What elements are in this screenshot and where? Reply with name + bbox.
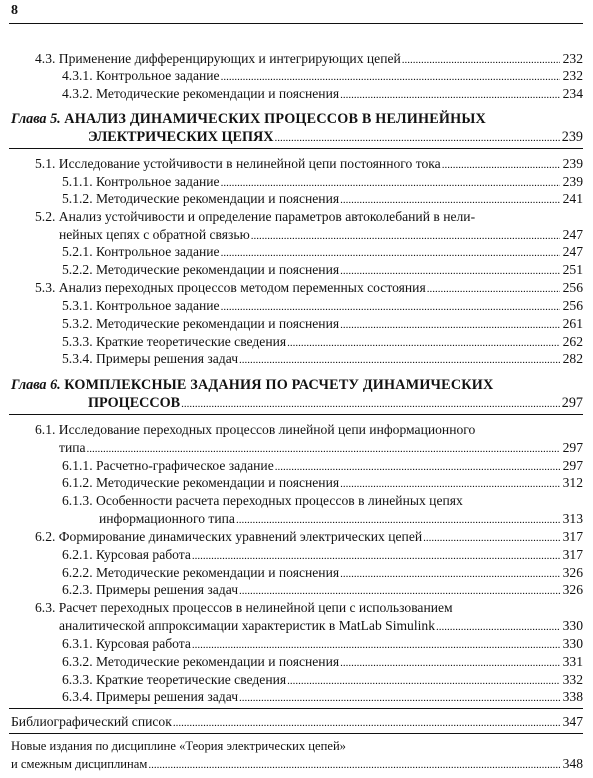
toc-entry-6-1-line1[interactable] <box>35 421 475 438</box>
section-number: 5.3. <box>35 280 56 295</box>
toc-entry-6-3-2[interactable] <box>62 653 583 670</box>
section-title-line2: и смежным дисциплинам <box>11 757 148 771</box>
section-number: 5.3.2. <box>62 316 93 331</box>
section-title-line1: Новые издания по дисциплине «Теория электрических цепей» <box>11 739 346 753</box>
chapter-label: Глава 6. <box>11 377 61 393</box>
page-ref: 317 <box>562 547 583 562</box>
chapter-title-line1: АНАЛИЗ ДИНАМИЧЕСКИХ ПРОЦЕССОВ В НЕЛИНЕЙНЫХ <box>64 111 486 127</box>
dot-leader <box>340 476 560 493</box>
chapter-6-heading[interactable] <box>11 376 493 394</box>
dot-leader <box>221 299 560 316</box>
toc-entry-6-2-3[interactable] <box>62 581 583 598</box>
section-number: 6.3.4. <box>62 689 93 704</box>
dot-leader <box>340 87 560 104</box>
toc-entry-6-1-3-line1[interactable] <box>62 492 463 509</box>
toc-entry-6-2-1[interactable] <box>62 546 583 563</box>
page-ref: 247 <box>562 227 583 242</box>
toc-entry-5-3-1[interactable] <box>62 297 583 314</box>
dot-leader <box>239 583 560 600</box>
toc-entry-6-1-line2[interactable] <box>59 439 583 456</box>
dot-leader <box>239 352 560 369</box>
dot-leader <box>239 690 560 707</box>
page-ref: 239 <box>561 129 583 145</box>
header-rule <box>9 23 583 24</box>
page-ref: 313 <box>562 511 583 526</box>
toc-entry-4-3-1[interactable] <box>62 67 583 84</box>
section-number: 6.2. <box>35 529 56 544</box>
section-number: 5.3.3. <box>62 334 93 349</box>
section-title-line1: Исследование переходных процессов линейной цепи информационного <box>58 422 476 437</box>
section-number: 4.3.1. <box>62 68 93 83</box>
dot-leader <box>423 530 560 547</box>
page-ref: 297 <box>561 395 583 411</box>
section-title: Курсовая работа <box>96 636 191 651</box>
dot-leader <box>236 512 560 529</box>
toc-entry-5-3[interactable] <box>35 279 583 296</box>
page-ref: 241 <box>562 191 583 206</box>
section-title-line2: аналитической аппроксимации характеристик в MatLab Simulink <box>59 618 436 633</box>
page-ref: 247 <box>562 244 583 259</box>
page-ref: 251 <box>562 262 583 277</box>
toc-entry-5-2-2[interactable] <box>62 261 583 278</box>
page-ref: 232 <box>562 51 583 66</box>
page-ref: 348 <box>562 756 583 771</box>
page-ref: 234 <box>562 86 583 101</box>
dot-leader <box>340 317 560 334</box>
toc-entry-6-1-2[interactable] <box>62 474 583 491</box>
section-title-line1: Расчет переходных процессов в нелинейной цепи с использованием <box>58 600 453 615</box>
section-title: Применение дифференцирующих и интегрирующих цепей <box>58 51 401 66</box>
section-title: Краткие теоретические сведения <box>96 334 287 349</box>
section-divider <box>9 733 583 734</box>
toc-entry-bibliography[interactable] <box>11 713 583 730</box>
toc-entry-6-3-1[interactable] <box>62 635 583 652</box>
section-title: Библиографический список <box>11 714 172 729</box>
dot-leader <box>340 655 560 672</box>
page-ref: 232 <box>562 68 583 83</box>
section-title: Контрольное задание <box>96 174 220 189</box>
dot-leader <box>221 245 560 262</box>
page-ref: 239 <box>562 174 583 189</box>
toc-entry-5-2-line1[interactable] <box>35 208 475 225</box>
toc-entry-5-1-1[interactable] <box>62 173 583 190</box>
section-number: 4.3. <box>35 51 56 66</box>
section-title: Методические рекомендации и пояснения <box>96 565 340 580</box>
toc-entry-6-2-2[interactable] <box>62 564 583 581</box>
section-title: Методические рекомендации и пояснения <box>96 475 340 490</box>
dot-leader <box>87 441 560 458</box>
toc-entry-new-editions-line1[interactable] <box>11 738 346 755</box>
section-number: 5.1.2. <box>62 191 93 206</box>
toc-entry-4-3-2[interactable] <box>62 85 583 102</box>
section-number: 6.3. <box>35 600 56 615</box>
toc-entry-5-1[interactable] <box>35 155 583 172</box>
toc-entry-6-1-1[interactable] <box>62 457 583 474</box>
page-ref: 330 <box>562 636 583 651</box>
section-title: Анализ переходных процессов методом переменных состояния <box>58 280 426 295</box>
toc-entry-5-3-4[interactable] <box>62 350 583 367</box>
section-title: Формирование динамических уравнений электрических цепей <box>58 529 423 544</box>
section-title: Методические рекомендации и пояснения <box>96 86 340 101</box>
dot-leader <box>274 130 560 147</box>
page-ref: 338 <box>562 689 583 704</box>
chapter-6-title-line2[interactable] <box>88 395 583 412</box>
toc-entry-6-3-line2[interactable] <box>59 617 583 634</box>
chapter-5-title-line2[interactable] <box>88 129 583 146</box>
page-ref: 331 <box>562 654 583 669</box>
page-ref: 256 <box>562 298 583 313</box>
section-number: 6.2.1. <box>62 547 93 562</box>
section-number: 6.2.2. <box>62 565 93 580</box>
page-ref: 256 <box>562 280 583 295</box>
section-title: Методические рекомендации и пояснения <box>96 262 340 277</box>
section-number: 5.1. <box>35 156 56 171</box>
page-ref: 347 <box>562 714 583 729</box>
section-title-line2: нейных цепях с обратной связью <box>59 227 250 242</box>
chapter-title-line2: ЭЛЕКТРИЧЕСКИХ ЦЕПЯХ <box>88 129 274 145</box>
page-ref: 297 <box>562 440 583 455</box>
dot-leader <box>192 637 560 654</box>
section-number: 6.2.3. <box>62 582 93 597</box>
section-title: Методические рекомендации и пояснения <box>96 654 340 669</box>
page-ref: 317 <box>562 529 583 544</box>
section-title: Примеры решения задач <box>96 689 239 704</box>
section-title: Краткие теоретические сведения <box>96 672 287 687</box>
section-number: 6.3.3. <box>62 672 93 687</box>
toc-entry-6-3-4[interactable] <box>62 688 583 705</box>
toc-entry-5-3-3[interactable] <box>62 333 583 350</box>
section-number: 5.2.1. <box>62 244 93 259</box>
toc-entry-6-3-line1[interactable] <box>35 599 453 616</box>
section-number: 6.1.2. <box>62 475 93 490</box>
page-number: 8 <box>11 3 18 18</box>
section-title: Контрольное задание <box>96 68 220 83</box>
dot-leader <box>340 263 560 280</box>
section-number: 5.3.4. <box>62 351 93 366</box>
section-title-line2: информационного типа <box>99 511 235 526</box>
toc-entry-5-1-2[interactable] <box>62 190 583 207</box>
page-ref: 297 <box>562 458 583 473</box>
chapter-label: Глава 5. <box>11 111 61 127</box>
chapter-5-heading[interactable] <box>11 110 486 128</box>
section-number: 5.3.1. <box>62 298 93 313</box>
page-ref: 282 <box>562 351 583 366</box>
section-divider <box>9 708 583 709</box>
section-number: 5.2. <box>35 209 56 224</box>
toc-entry-5-3-2[interactable] <box>62 315 583 332</box>
dot-leader <box>221 69 560 86</box>
dot-leader <box>340 192 560 209</box>
dot-leader <box>436 619 560 636</box>
toc-entry-5-2-line2[interactable] <box>59 226 583 243</box>
section-title: Расчетно-графическое задание <box>96 458 274 473</box>
section-title: Примеры решения задач <box>96 582 239 597</box>
toc-entry-5-2-1[interactable] <box>62 243 583 260</box>
toc-entry-6-1-3-line2[interactable] <box>99 510 583 527</box>
page-ref: 239 <box>562 156 583 171</box>
chapter-title-line1: КОМПЛЕКСНЫЕ ЗАДАНИЯ ПО РАСЧЕТУ ДИНАМИЧЕСКИХ <box>64 377 494 393</box>
section-title: Методические рекомендации и пояснения <box>96 191 340 206</box>
section-number: 4.3.2. <box>62 86 93 101</box>
section-title: Примеры решения задач <box>96 351 239 366</box>
dot-leader <box>442 157 560 174</box>
page-ref: 332 <box>562 672 583 687</box>
section-number: 6.3.1. <box>62 636 93 651</box>
page-ref: 261 <box>562 316 583 331</box>
toc-entry-6-3-3[interactable] <box>62 671 583 688</box>
dot-leader <box>427 281 560 298</box>
chapter-title-line2: ПРОЦЕССОВ <box>88 395 181 411</box>
section-title: Курсовая работа <box>96 547 191 562</box>
section-title: Контрольное задание <box>96 244 220 259</box>
section-number: 6.1. <box>35 422 56 437</box>
section-title: Контрольное задание <box>96 298 220 313</box>
section-number: 6.1.3. <box>62 493 93 508</box>
chapter-divider <box>9 414 583 415</box>
section-title: Исследование устойчивости в нелинейной цепи постоянного тока <box>58 156 441 171</box>
page-ref: 330 <box>562 618 583 633</box>
dot-leader <box>148 757 560 774</box>
dot-leader <box>173 715 560 732</box>
section-number: 5.2.2. <box>62 262 93 277</box>
section-number: 5.1.1. <box>62 174 93 189</box>
toc-entry-4-3[interactable] <box>35 50 583 67</box>
toc-entry-6-2[interactable] <box>35 528 583 545</box>
section-title-line1: Анализ устойчивости и определение параметров автоколебаний в нели- <box>58 209 476 224</box>
toc-entry-new-editions-line2[interactable] <box>11 755 583 772</box>
section-number: 6.3.2. <box>62 654 93 669</box>
section-title: Методические рекомендации и пояснения <box>96 316 340 331</box>
page-ref: 312 <box>562 475 583 490</box>
section-title-line2: типа <box>59 440 86 455</box>
page-ref: 262 <box>562 334 583 349</box>
dot-leader <box>181 396 560 413</box>
section-title-line1: Особенности расчета переходных процессов в линейных цепях <box>96 493 463 508</box>
page-ref: 326 <box>562 582 583 597</box>
page-ref: 326 <box>562 565 583 580</box>
section-number: 6.1.1. <box>62 458 93 473</box>
dot-leader <box>192 548 560 565</box>
chapter-divider <box>9 148 583 149</box>
